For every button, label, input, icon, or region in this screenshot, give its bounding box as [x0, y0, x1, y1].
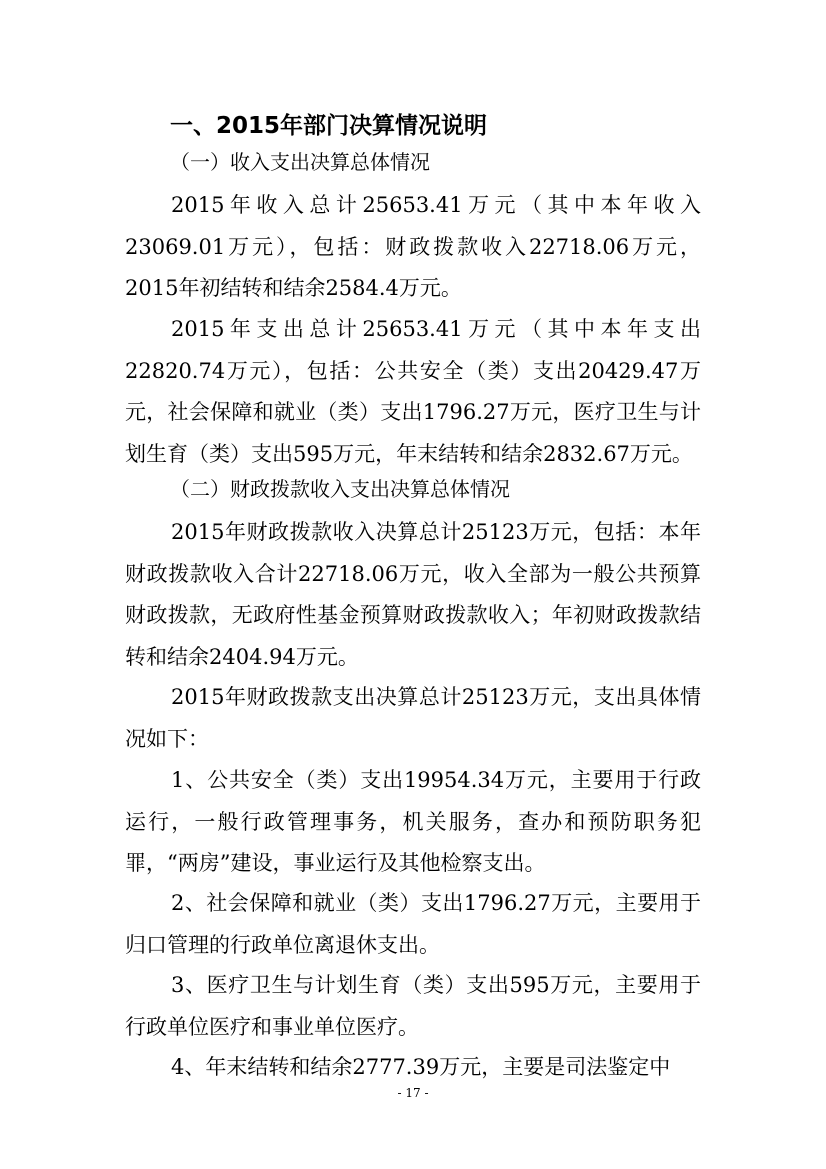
subsection-title-fiscal-appropriation: （二）财政拨款收入支出决算总体情况	[170, 477, 510, 501]
paragraph-fiscal-expense: 2015年财政拨款支出决算总计25123万元，支出具体情况如下：	[125, 685, 701, 751]
paragraph-fiscal-income: 2015年财政拨款收入决算总计25123万元，包括：本年财政拨款收入合计22718.06万元，收入全部为一般公共预算财政拨款，无政府性基金预算财政拨款收入；年初财政拨款结转和结余2404.94万元。	[125, 520, 701, 669]
subsection-title-income-expense: （一）收入支出决算总体情况	[170, 150, 430, 174]
list-item-medical-health: 3、医疗卫生与计划生育（类）支出595万元，主要用于行政单位医疗和事业单位医疗。	[125, 973, 701, 1039]
list-item-public-security: 1、公共安全（类）支出19954.34万元，主要用于行政运行，一般行政管理事务，机关服务，查办和预防职务犯罪，“两房”建设，事业运行及其他检察支出。	[125, 768, 701, 875]
list-item-social-security: 2、社会保障和就业（类）支出1796.27万元，主要用于归口管理的行政单位离退休支出。	[125, 891, 701, 957]
section-heading: 一、2015年部门决算情况说明	[170, 113, 488, 139]
list-item-year-end-balance: 4、年末结转和结余2777.39万元，主要是司法鉴定中	[171, 1055, 671, 1079]
paragraph-income-total: 2015年收入总计25653.41万元（其中本年收入23069.01万元），包括：财政拨款收入22718.06万元，2015年初结转和结余2584.4万元。	[125, 193, 701, 300]
page-number: - 17 -	[397, 1086, 429, 1100]
paragraph-expense-total: 2015年支出总计25653.41万元（其中本年支出22820.74万元），包括：公共安全（类）支出20429.47万元，社会保障和就业（类）支出1796.27万元，医疗卫生与计划生育（类）支出595万元，年末结转和结余2832.67万元。	[125, 317, 701, 466]
